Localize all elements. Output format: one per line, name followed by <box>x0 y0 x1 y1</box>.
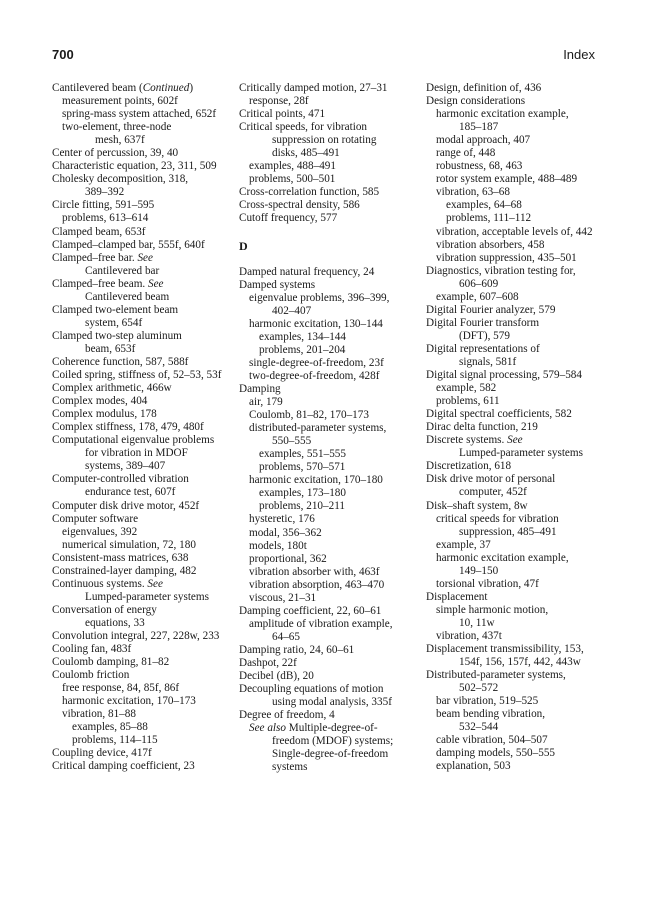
index-subentry: critical speeds for vibration <box>436 512 559 525</box>
index-subentry: modal approach, 407 <box>436 134 531 147</box>
index-subentry: two-degree-of-freedom, 428f <box>249 369 380 382</box>
index-entry: Cutoff frequency, 577 <box>239 212 338 225</box>
index-entry: Cross-correlation function, 585 <box>239 186 380 199</box>
index-entry: Complex modes, 404 <box>52 395 148 408</box>
index-subentry: example, 37 <box>436 538 491 551</box>
index-subentry: rotor system example, 488–489 <box>436 173 578 186</box>
index-entry: Displacement transmissibility, 153, <box>426 643 584 656</box>
index-entry: Damping ratio, 24, 60–61 <box>239 643 355 656</box>
index-subentry: spring-mass system attached, 652f <box>62 108 217 121</box>
index-entry: Complex stiffness, 178, 479, 480f <box>52 421 204 434</box>
index-entry-continuation: for vibration in MDOF <box>85 447 188 460</box>
index-entry: Continuous systems. See <box>52 577 163 590</box>
index-subentry: range of, 448 <box>436 147 496 160</box>
index-subentry: harmonic excitation, 170–180 <box>249 474 383 487</box>
running-head: Index <box>563 47 595 62</box>
index-entry: Coulomb friction <box>52 669 130 682</box>
index-entry: Clamped beam, 653f <box>52 225 146 238</box>
index-entry: Critical points, 471 <box>239 108 326 121</box>
index-subentry: vibration, acceptable levels of, 442 <box>436 225 593 238</box>
index-subentry: problems, 611 <box>436 395 500 408</box>
index-subentry: viscous, 21–31 <box>249 591 317 604</box>
index-subentry: problems, 201–204 <box>259 343 346 356</box>
index-subentry: harmonic excitation example, <box>436 551 569 564</box>
index-subentry: proportional, 362 <box>249 552 327 565</box>
index-entry: Digital representations of <box>426 342 540 355</box>
index-entry: Disk–shaft system, 8w <box>426 499 528 512</box>
index-subentry: models, 180t <box>249 539 307 552</box>
index-subentry: problems, 111–112 <box>446 212 532 225</box>
index-entry: Distributed-parameter systems, <box>426 669 566 682</box>
index-entry: Digital Fourier transform <box>426 316 540 329</box>
index-entry-continuation: 502–572 <box>459 682 499 695</box>
index-subentry: hysteretic, 176 <box>249 513 315 526</box>
index-entry-continuation: signals, 581f <box>459 355 517 368</box>
index-subentry: simple harmonic motion, <box>436 603 549 616</box>
index-entry: Damping coefficient, 22, 60–61 <box>239 604 382 617</box>
index-column-3 <box>426 82 608 773</box>
index-entry: Computer software <box>52 512 139 525</box>
index-subentry: example, 607–608 <box>436 290 519 303</box>
index-entry: Cantilevered beam (Continued) <box>52 82 194 94</box>
index-subentry: numerical simulation, 72, 180 <box>62 538 196 551</box>
index-entry-continuation: (DFT), 579 <box>459 329 510 342</box>
index-entry: Coherence function, 587, 588f <box>52 355 189 368</box>
index-subentry: beam bending vibration, <box>436 708 546 721</box>
index-subentry: free response, 84, 85f, 86f <box>62 682 180 695</box>
index-subentry: examples, 488–491 <box>249 160 336 173</box>
index-entry-continuation: 154f, 156, 157f, 442, 443w <box>459 656 581 669</box>
index-entry: Discretization, 618 <box>426 460 512 473</box>
index-entry-continuation: suppression on rotating <box>272 134 377 147</box>
section-letter: D <box>239 238 248 253</box>
index-subentry: vibration absorber with, 463f <box>249 565 380 578</box>
index-entry: Dashpot, 22f <box>239 656 297 669</box>
index-entry: Diagnostics, vibration testing for, <box>426 264 576 277</box>
index-entry: Displacement <box>426 590 488 603</box>
index-entry-continuation: system, 654f <box>85 316 143 329</box>
index-subentry: robustness, 68, 463 <box>436 160 523 173</box>
index-subentry: two-element, three-node <box>62 121 172 134</box>
index-subentry: vibration, 81–88 <box>62 708 136 721</box>
index-subentry: Coulomb, 81–82, 170–173 <box>249 409 369 422</box>
index-entry: Discrete systems. See <box>426 434 523 447</box>
index-entry-continuation: using modal analysis, 335f <box>272 696 392 709</box>
index-entry: Constrained-layer damping, 482 <box>52 564 197 577</box>
index-entry-continuation: beam, 653f <box>85 342 136 355</box>
index-entry-continuation: mesh, 637f <box>95 134 145 147</box>
index-entry: Complex arithmetic, 466w <box>52 382 172 395</box>
index-entry: Design, definition of, 436 <box>426 82 542 94</box>
index-subentry: explanation, 503 <box>436 760 511 773</box>
index-subentry: examples, 64–68 <box>446 199 522 212</box>
index-entry: Convolution integral, 227, 228w, 233 <box>52 629 220 642</box>
index-subentry: measurement points, 602f <box>62 95 178 108</box>
index-entry: Cross-spectral density, 586 <box>239 199 360 212</box>
index-subentry: harmonic excitation, 170–173 <box>62 695 196 708</box>
index-subentry: damping models, 550–555 <box>436 747 556 760</box>
index-subentry: bar vibration, 519–525 <box>436 695 539 708</box>
index-entry-continuation: 185–187 <box>459 121 499 134</box>
index-entry: Clamped–free beam. See <box>52 277 164 290</box>
index-subentry: examples, 85–88 <box>72 721 148 734</box>
index-subentry: examples, 173–180 <box>259 487 346 500</box>
index-entry: Digital signal processing, 579–584 <box>426 369 582 382</box>
index-entry: Digital Fourier analyzer, 579 <box>426 303 556 316</box>
index-subentry: examples, 134–144 <box>259 330 346 343</box>
section-gap <box>239 226 419 239</box>
index-entry-continuation: systems <box>272 761 308 774</box>
index-entry: Clamped–free bar. See <box>52 251 153 264</box>
index-subentry: problems, 114–115 <box>72 734 158 747</box>
index-subentry: See also Multiple-degree-of- <box>249 722 378 735</box>
index-entry: Clamped two-step aluminum <box>52 329 182 342</box>
index-entry-continuation: disks, 485–491 <box>272 147 340 160</box>
index-subentry: torsional vibration, 47f <box>436 577 539 590</box>
index-subentry: amplitude of vibration example, <box>249 617 393 630</box>
index-entry: Digital spectral coefficients, 582 <box>426 408 572 421</box>
index-subentry: problems, 500–501 <box>249 173 336 186</box>
index-entry-continuation: 402–407 <box>272 304 312 317</box>
index-subentry: problems, 613–614 <box>62 212 149 225</box>
index-subentry: vibration absorption, 463–470 <box>249 578 385 591</box>
index-entry-continuation: 149–150 <box>459 564 499 577</box>
index-entry: Coulomb damping, 81–82 <box>52 656 170 669</box>
index-entry: Cholesky decomposition, 318, <box>52 173 189 186</box>
index-column-1 <box>52 82 232 773</box>
index-subentry: problems, 570–571 <box>259 461 346 474</box>
index-entry: Computer-controlled vibration <box>52 473 189 486</box>
index-entry: Damped natural frequency, 24 <box>239 265 375 278</box>
index-entry-continuation: 532–544 <box>459 721 499 734</box>
index-entry: Clamped–clamped bar, 555f, 640f <box>52 238 205 251</box>
index-subentry: eigenvalue problems, 396–399, <box>249 291 390 304</box>
index-subentry: distributed-parameter systems, <box>249 422 387 435</box>
index-subentry: vibration, 63–68 <box>436 186 510 199</box>
page-number: 700 <box>52 47 74 62</box>
index-entry-continuation: equations, 33 <box>85 616 145 629</box>
index-entry: Coiled spring, stiffness of, 52–53, 53f <box>52 369 222 382</box>
index-entry: Damped systems <box>239 278 316 291</box>
index-entry: Consistent-mass matrices, 638 <box>52 551 189 564</box>
index-entry: Decoupling equations of motion <box>239 683 384 696</box>
index-entry: Decibel (dB), 20 <box>239 670 314 683</box>
index-entry-continuation: systems, 389–407 <box>85 460 166 473</box>
index-entry-continuation: Single-degree-of-freedom <box>272 748 389 761</box>
index-entry: Dirac delta function, 219 <box>426 421 538 434</box>
index-entry: Conversation of energy <box>52 603 157 616</box>
index-subentry: harmonic excitation, 130–144 <box>249 317 383 330</box>
index-entry: Coupling device, 417f <box>52 747 152 760</box>
index-subentry: cable vibration, 504–507 <box>436 734 548 747</box>
index-entry: Complex modulus, 178 <box>52 408 157 421</box>
index-entry: Design considerations <box>426 95 526 108</box>
index-entry-continuation: Cantilevered beam <box>85 290 170 303</box>
index-entry: Disk drive motor of personal <box>426 473 556 486</box>
index-entry-continuation: freedom (MDOF) systems; <box>272 735 394 748</box>
index-entry-continuation: Lumped-parameter systems <box>459 447 583 460</box>
index-subentry: vibration absorbers, 458 <box>436 238 545 251</box>
index-entry: Critically damped motion, 27–31 <box>239 82 388 94</box>
index-entry: Degree of freedom, 4 <box>239 709 335 722</box>
index-entry: Computational eigenvalue problems <box>52 434 215 447</box>
index-subentry: harmonic excitation example, <box>436 108 569 121</box>
index-subentry: vibration suppression, 435–501 <box>436 251 577 264</box>
index-subentry: problems, 210–211 <box>259 500 345 513</box>
index-entry-continuation: suppression, 485–491 <box>459 525 557 538</box>
index-entry-continuation: 10, 11w <box>459 616 495 629</box>
index-entry-continuation: 606–609 <box>459 277 499 290</box>
index-entry-continuation: 389–392 <box>85 186 125 199</box>
index-entry-continuation: computer, 452f <box>459 486 527 499</box>
index-entry: Clamped two-element beam <box>52 303 179 316</box>
index-subentry: single-degree-of-freedom, 23f <box>249 356 384 369</box>
index-entry-continuation: Lumped-parameter systems <box>85 590 209 603</box>
index-subentry: examples, 551–555 <box>259 448 346 461</box>
section-gap <box>239 253 419 266</box>
index-subentry: example, 582 <box>436 382 497 395</box>
index-column-2 <box>239 82 419 774</box>
index-entry: Critical speeds, for vibration <box>239 121 368 134</box>
index-entry-continuation: 64–65 <box>272 630 300 643</box>
index-entry: Critical damping coefficient, 23 <box>52 760 195 773</box>
index-entry-continuation: endurance test, 607f <box>85 486 176 499</box>
index-entry: Cooling fan, 483f <box>52 643 132 656</box>
index-entry: Computer disk drive motor, 452f <box>52 499 200 512</box>
index-entry-continuation: 550–555 <box>272 435 312 448</box>
index-subentry: vibration, 437t <box>436 629 502 642</box>
index-entry: Center of percussion, 39, 40 <box>52 147 179 160</box>
index-entry: Characteristic equation, 23, 311, 509 <box>52 160 217 173</box>
index-subentry: air, 179 <box>249 396 283 409</box>
index-subentry: response, 28f <box>249 95 309 108</box>
index-subentry: eigenvalues, 392 <box>62 525 138 538</box>
index-entry: Circle fitting, 591–595 <box>52 199 155 212</box>
index-entry-continuation: Cantilevered bar <box>85 264 160 277</box>
index-entry: Damping <box>239 382 281 395</box>
index-subentry: modal, 356–362 <box>249 526 322 539</box>
